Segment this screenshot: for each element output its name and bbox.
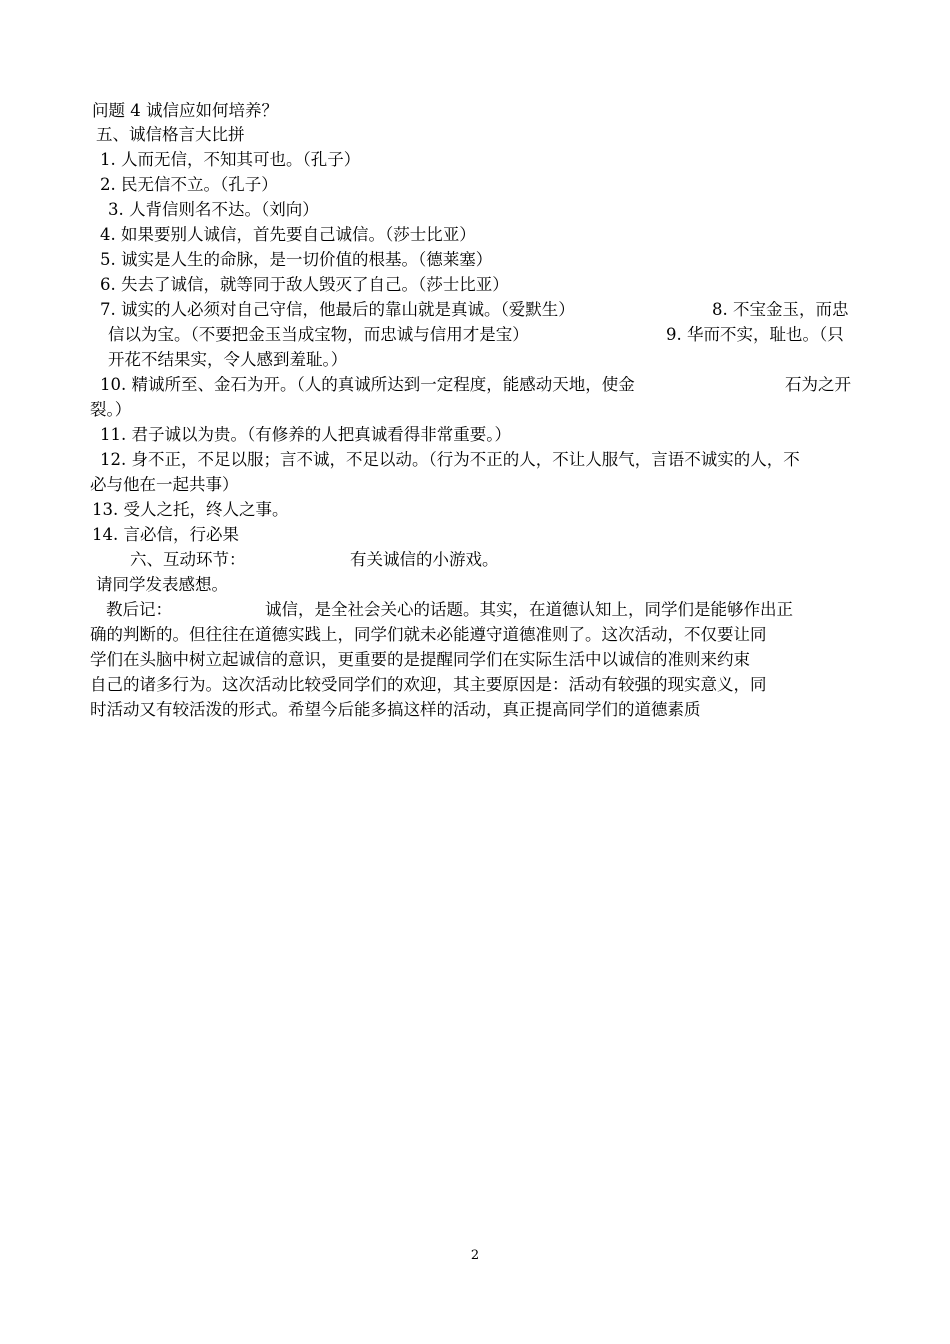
quote-3: 3. 人背信则名不达。（刘向） — [108, 200, 319, 219]
page-number: 2 — [470, 1248, 480, 1263]
invite-text: 请同学发表感想。 — [96, 575, 228, 594]
quote-8-end: 信以为宝。（不要把金玉当成宝物，而忠诚与信用才是宝） — [108, 325, 529, 344]
section-six-content: 有关诚信的小游戏。 — [350, 550, 499, 569]
quote-9-start: 9. 华而不实，耻也。（只 — [666, 325, 844, 344]
question-heading: 问题 4 诚信应如何培养？ — [92, 101, 278, 120]
afterword-line: 确的判断的。但往往在道德实践上，同学们就未必能遵守道德准则了。这次活动，不仅要让同 — [90, 625, 767, 644]
afterword-line: 自己的诸多行为。这次活动比较受同学们的欢迎，其主要原因是：活动有较强的现实意义，同 — [90, 675, 767, 694]
afterword-line: 时活动又有较活泼的形式。希望今后能多搞这样的活动，真正提高同学们的道德素质 — [90, 700, 701, 719]
quote-6: 6. 失去了诚信，就等同于敌人毁灭了自己。（莎士比亚） — [100, 275, 509, 294]
quote-1: 1. 人而无信，不知其可也。（孔子） — [100, 150, 361, 169]
quote-10-middle: 石为之开 — [785, 375, 851, 394]
afterword-label: 教后记： — [106, 600, 172, 619]
section-six-title: 六、互动环节： — [130, 550, 246, 569]
quote-10-end: 裂。） — [90, 400, 132, 419]
quote-12-line-2: 必与他在一起共事） — [90, 475, 239, 494]
quote-7: 7. 诚实的人必须对自己守信，他最后的靠山就是真诚。（爱默生） — [100, 300, 575, 319]
quote-2: 2. 民无信不立。（孔子） — [100, 175, 278, 194]
quote-11: 11. 君子诚以为贵。（有修养的人把真诚看得非常重要。） — [100, 425, 511, 444]
quote-8-start: 8. 不宝金玉，而忠 — [712, 300, 849, 319]
afterword-first-line: 诚信，是全社会关心的话题。其实，在道德认知上，同学们是能够作出正 — [265, 600, 793, 619]
quote-13: 13. 受人之托，终人之事。 — [92, 500, 289, 519]
quote-14: 14. 言必信，行必果 — [92, 525, 239, 544]
quote-10-start: 10. 精诚所至、金石为开。（人的真诚所达到一定程度，能感动天地，使金 — [100, 375, 635, 394]
afterword-line: 学们在头脑中树立起诚信的意识，更重要的是提醒同学们在实际生活中以诚信的准则来约束 — [90, 650, 750, 669]
section-five-title: 五、诚信格言大比拼 — [96, 125, 245, 144]
quote-12-line-1: 12. 身不正，不足以服；言不诚，不足以动。（行为不正的人，不让人服气，言语不诚实的人，不 — [100, 450, 800, 469]
quote-9-end: 开花不结果实，令人感到羞耻。） — [108, 350, 348, 369]
quote-5: 5. 诚实是人生的命脉，是一切价值的根基。（德莱塞） — [100, 250, 493, 269]
quote-4: 4. 如果要别人诚信，首先要自己诚信。（莎士比亚） — [100, 225, 476, 244]
